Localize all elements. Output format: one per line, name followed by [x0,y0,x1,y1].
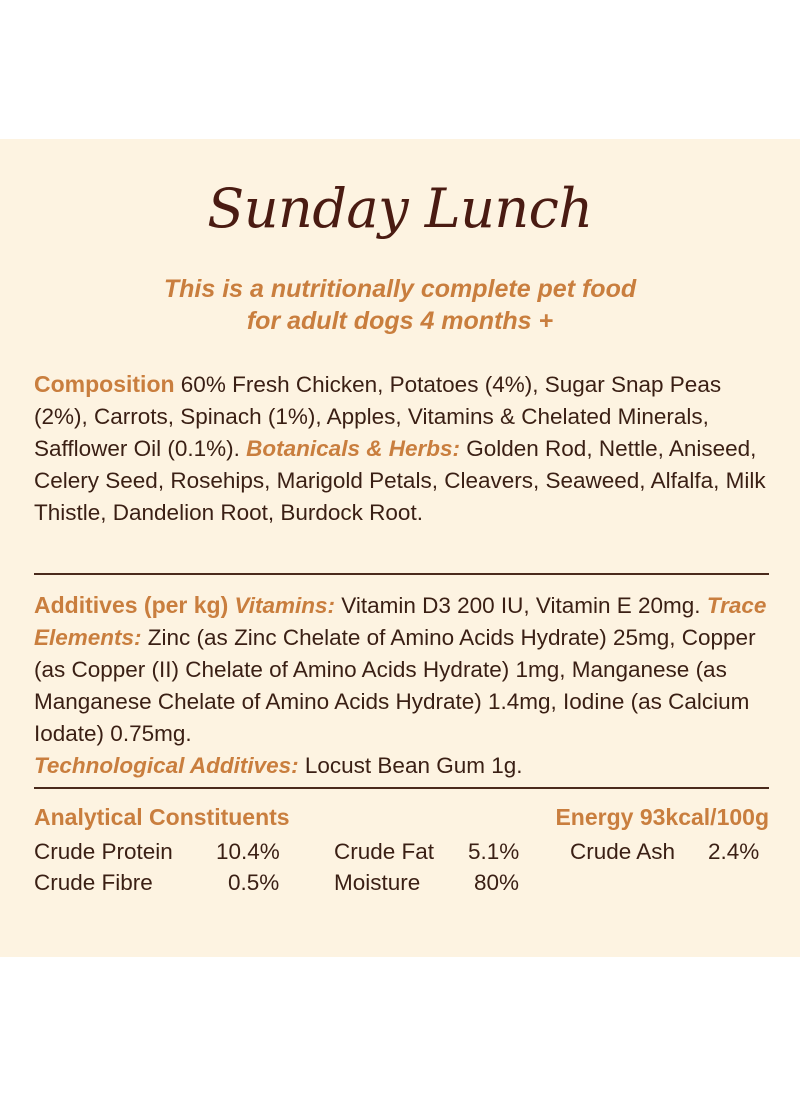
analytical-heading: Analytical Constituents [34,804,290,830]
vitamins-text: Vitamin D3 200 IU, Vitamin E 20mg. [334,593,707,618]
composition-section [34,368,769,529]
divider [34,573,769,575]
crude-protein-label: Crude Protein [34,839,173,864]
crude-ash-label: Crude Ash [570,839,676,864]
subtitle-line-2: for adult dogs 4 months + [246,307,554,335]
subtitle-line-1: This is a nutritionally complete pet food [163,275,637,303]
crude-protein-value: 10.4% [216,839,280,864]
divider [34,787,769,789]
product-subtitle [0,273,800,337]
crude-ash-value: 2.4% [708,839,760,864]
additives-section [34,589,769,782]
botanicals-heading: Botanicals & Herbs: [246,436,460,461]
moisture-value: 80% [474,870,520,895]
analytical-header [34,801,769,833]
crude-fibre-value: 0.5% [228,870,280,895]
composition-text: 60% Fresh Chicken, Potatoes (4%), Sugar Snap Peas (2%), Carrots, Spinach (1%), Apples, Vitamins & Chelated Minerals, Safflower Oil (0.1%). [34,372,722,461]
energy-value: Energy 93kcal/100g [555,804,769,830]
technological-additives-text: Locust Bean Gum 1g. [298,753,523,778]
vitamins-label: Vitamins: [234,593,335,618]
trace-elements-label: Trace Elements: [34,593,767,650]
technological-additives-label: Technological Additives: [34,753,299,778]
botanicals-text: Golden Rod, Nettle, Aniseed, Celery Seed, Rosehips, Marigold Petals, Cleavers, Seaweed, Alfalfa, Milk Thistle, Dandelion Root, Burdock Root. [34,436,766,525]
product-title: Sunday Lunch [207,177,593,240]
label-panel [0,139,800,957]
crude-fibre-label: Crude Fibre [34,870,153,895]
additives-heading: Additives (per kg) [34,592,229,618]
composition-heading: Composition [34,371,175,397]
crude-fat-value: 5.1% [468,839,520,864]
trace-elements-text: Zinc (as Zinc Chelate of Amino Acids Hydrate) 25mg, Copper (as Copper (II) Chelate of Amino Acids Hydrate) 1mg, Manganese (as Manganese Chelate of Amino Acids Hydrate) 1.4mg, Iodine (as Calcium Iodate) 0.75mg. [34,625,756,746]
moisture-label: Moisture [334,870,421,895]
crude-fat-label: Crude Fat [334,839,435,864]
